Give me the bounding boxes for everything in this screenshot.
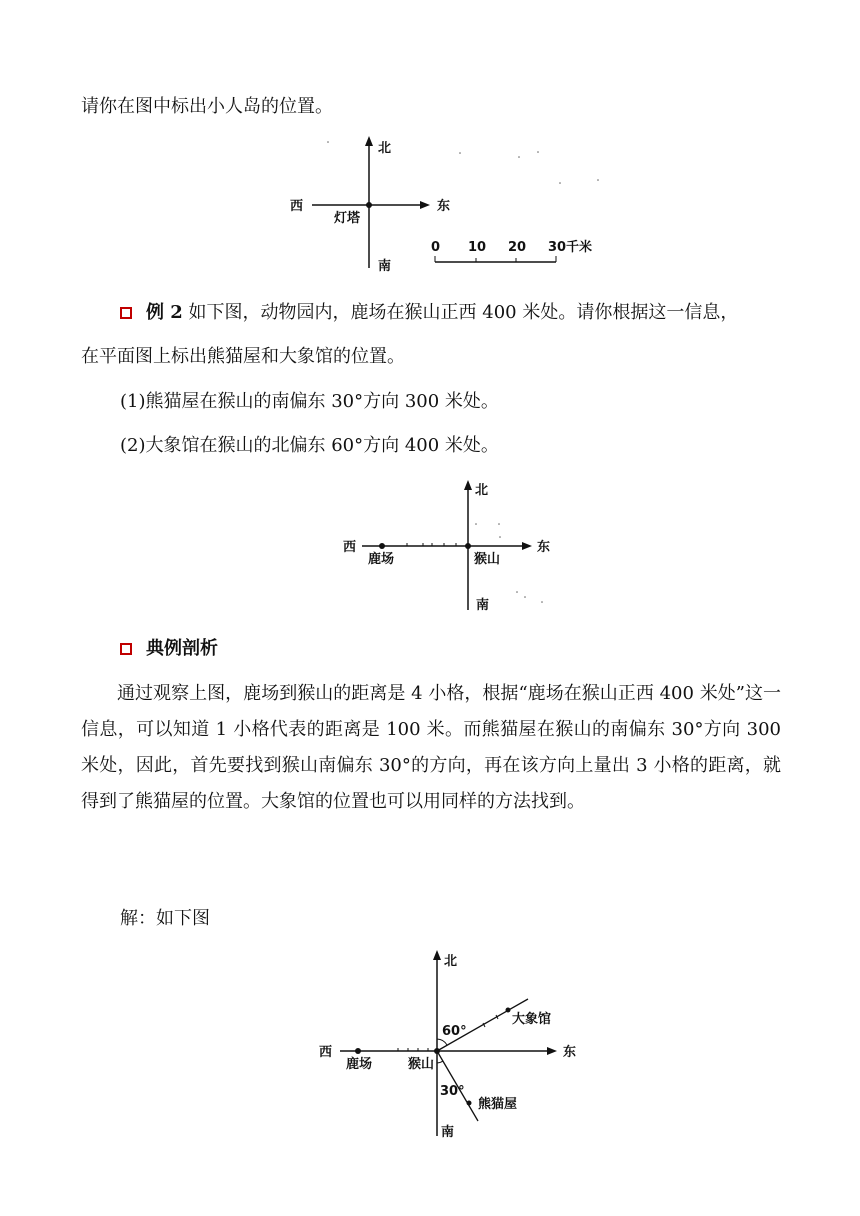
south-label: 南 <box>441 1125 455 1140</box>
example2-item2: (2)大象馆在猴山的北偏东 60°方向 400 米处。 <box>120 435 499 456</box>
monkey-label: 猴山 <box>474 552 501 567</box>
elephant-label: 大象馆 <box>512 1012 552 1027</box>
north-label: 北 <box>378 141 392 156</box>
west-label: 西 <box>319 1045 333 1060</box>
north-arrow-icon <box>365 136 373 146</box>
monkey-dot <box>434 1048 440 1054</box>
lighthouse-dot <box>366 202 372 208</box>
north-label: 北 <box>444 954 458 969</box>
east-label: 东 <box>437 199 451 214</box>
bullet-icon <box>120 643 132 655</box>
scale-tick-0: 0 <box>431 240 441 255</box>
scale-tick-30: 30 <box>548 240 567 255</box>
north-arrow-icon <box>464 480 472 490</box>
east-label: 东 <box>537 540 551 555</box>
analysis-paragraph: 通过观察上图，鹿场到猴山的距离是 4 小格，根据“鹿场在猴山正西 400 米处”这一信息，可以知道 1 小格代表的距离是 100 米。而熊猫屋在猴山的南偏东 30°方向 300 米处，因此，首先要找到猴山南偏东 30°的方向，再在该方向上量出 3 小格的距离，就得到了熊猫屋的位置。大象馆的位置也可以用同样的方法找到。 <box>81 683 781 812</box>
east-arrow-icon <box>547 1047 557 1055</box>
example2-text1: 如下图，动物园内，鹿场在猴山正西 400 米处。请你根据这一信息， <box>188 302 739 323</box>
solution-label: 解：如下图 <box>120 908 210 929</box>
analysis-heading: 典例剖析 <box>146 638 218 659</box>
south-label: 南 <box>378 259 392 274</box>
panda-label: 熊猫屋 <box>478 1097 518 1112</box>
east-arrow-icon <box>522 542 532 550</box>
example2-line2: 在平面图上标出熊猫屋和大象馆的位置。 <box>81 346 405 367</box>
north-label: 北 <box>475 483 489 498</box>
north-arrow-icon <box>433 950 441 960</box>
example2-item1: (1)熊猫屋在猴山的南偏东 30°方向 300 米处。 <box>120 391 499 412</box>
example2-label: 例 2 <box>146 302 183 323</box>
monkey-dot <box>465 543 471 549</box>
east-arrow-icon <box>420 201 430 209</box>
east-label: 东 <box>563 1045 577 1060</box>
west-label: 西 <box>290 199 304 214</box>
lighthouse-label: 灯塔 <box>334 211 361 226</box>
deer-label: 鹿场 <box>368 552 395 567</box>
figure-solution <box>0 940 860 1140</box>
elephant-dot <box>506 1008 511 1013</box>
angle-30-label: 30° <box>440 1084 465 1099</box>
scale-tick-10: 10 <box>468 240 487 255</box>
scale-bar <box>431 239 592 262</box>
analysis-heading-line <box>120 634 218 660</box>
deer-dot <box>355 1048 361 1054</box>
deer-dot <box>379 543 385 549</box>
intro-text: 请你在图中标出小人岛的位置。 <box>81 96 333 117</box>
scale-unit: 千米 <box>566 240 593 255</box>
angle-60-label: 60° <box>442 1024 467 1039</box>
monkey-label: 猴山 <box>408 1057 435 1072</box>
panda-dot <box>467 1101 472 1106</box>
deer-label: 鹿场 <box>346 1057 373 1072</box>
figure-zoo <box>0 472 860 622</box>
scale-tick-20: 20 <box>508 240 527 255</box>
bullet-icon <box>120 307 132 319</box>
figure-lighthouse <box>0 130 860 274</box>
west-label: 西 <box>343 540 357 555</box>
example2-line1 <box>120 298 738 324</box>
south-label: 南 <box>476 598 490 613</box>
